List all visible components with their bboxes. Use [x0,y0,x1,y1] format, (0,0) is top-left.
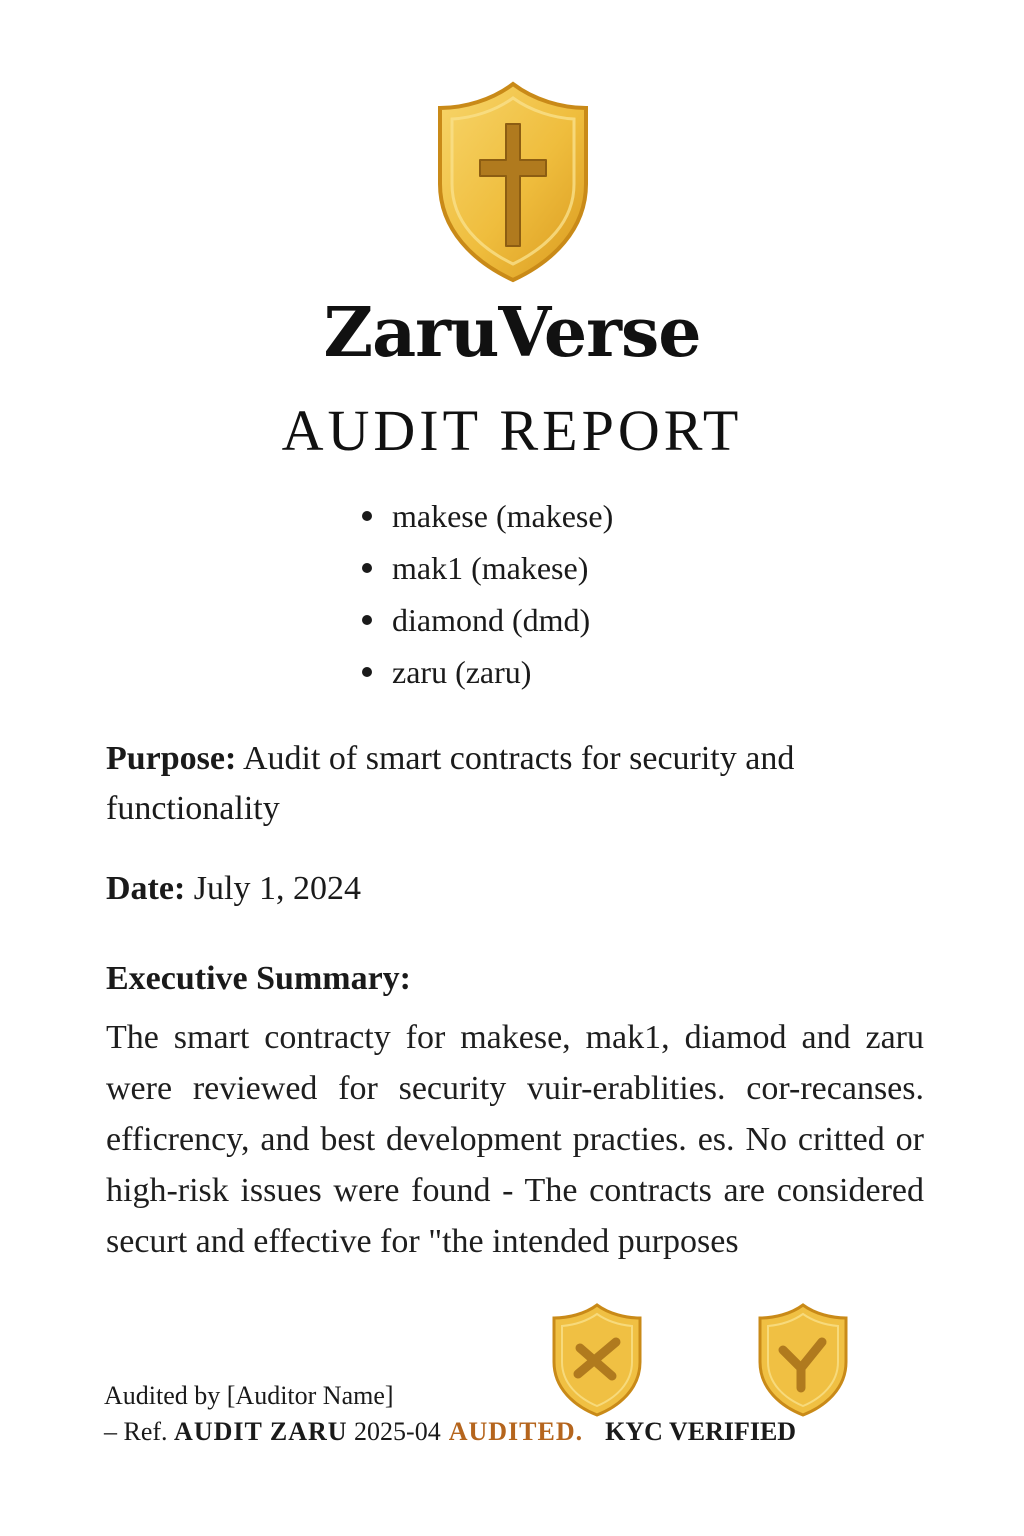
date-value: July 1, 2024 [193,870,361,907]
reference-line [104,1414,796,1450]
footer [104,1378,796,1450]
date-label: Date: [106,870,186,907]
ref-date: 2025-04 [354,1417,441,1446]
bullet-icon [362,667,372,677]
ref-prefix: – Ref. [104,1417,168,1446]
audited-by: Audited by [Auditor Name] [104,1381,394,1410]
token-label: zaru (zaru) [392,654,532,690]
list-item [358,542,613,594]
purpose-field [106,734,926,834]
list-item [358,490,613,542]
summary-heading: Executive Summary: [106,960,412,997]
list-item [358,594,613,646]
kyc-label: KYC VERIFIED [605,1417,797,1446]
bullet-icon [362,563,372,573]
page-title: ZaruVerse [323,293,701,373]
list-item [358,646,613,698]
bullet-icon [362,511,372,521]
page-subtitle: AUDIT REPORT [281,398,743,463]
date-field [106,864,926,914]
token-list [358,490,613,698]
bullet-icon [362,615,372,625]
audited-label: AUDITED. [448,1417,584,1446]
summary-body: The smart contracty for makese, mak1, diamod and zaru were reviewed for security vuir-erablities. cor-recanses. efficrency, and best development practies. es. No critted or high-risk issues were found - The contracts are considered securt and effective for "the intended purposes [106,1019,924,1260]
token-label: makese (makese) [392,498,614,534]
purpose-label: Purpose: [106,740,237,777]
shield-cross-icon [434,80,592,284]
ref-code: AUDIT ZARU [174,1417,348,1446]
token-label: mak1 (makese) [392,550,589,586]
purpose-value: Audit of smart contracts for security and functionality [106,740,795,827]
token-label: diamond (dmd) [392,602,591,638]
